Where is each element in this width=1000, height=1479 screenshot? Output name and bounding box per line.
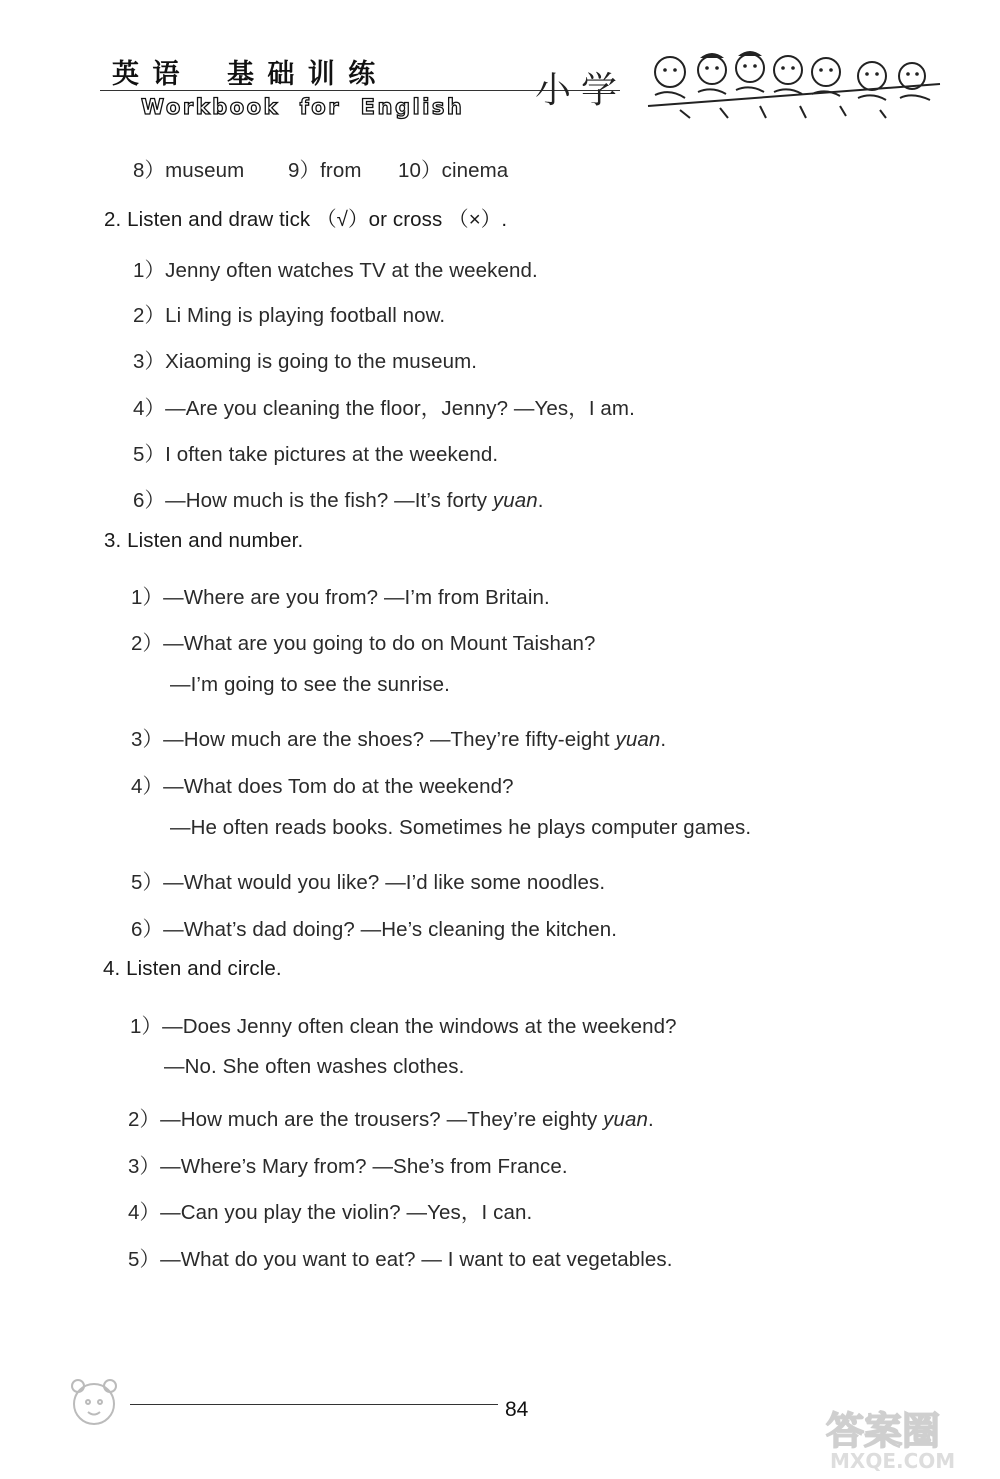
answer-item: 9）from bbox=[288, 159, 362, 182]
list-item: 5）I often take pictures at the weekend. bbox=[133, 443, 499, 466]
footer-rule bbox=[130, 1404, 498, 1405]
list-item: 2）—How much are the trousers? —They’re eighty yuan. bbox=[128, 1108, 654, 1131]
book-title-english: Workbook for English bbox=[141, 95, 465, 119]
list-item: 6）—What’s dad doing? —He’s cleaning the kitchen. bbox=[131, 918, 618, 941]
answer-item: 10）cinema bbox=[398, 159, 509, 182]
watermark-logo-icon bbox=[822, 1402, 992, 1472]
list-item: 6）—How much is the fish? —It’s forty yuan. bbox=[133, 489, 544, 512]
list-item: 1）—Does Jenny often clean the windows at the weekend? bbox=[130, 1015, 677, 1038]
list-item: 3）—Where’s Mary from? —She’s from France. bbox=[128, 1155, 568, 1178]
cartoon-bear-icon bbox=[62, 1372, 132, 1432]
list-item: 3）—How much are the shoes? —They’re fifty-eight yuan. bbox=[131, 728, 667, 751]
watermark-url: MXQE.COM bbox=[830, 1449, 956, 1472]
cartoon-kids-icon bbox=[640, 40, 950, 120]
list-item: 2）Li Ming is playing football now. bbox=[133, 304, 446, 327]
section-heading: 4. Listen and circle. bbox=[103, 957, 282, 980]
list-item: 5）—What do you want to eat? — I want to eat vegetables. bbox=[128, 1248, 673, 1271]
list-item: 4）—Can you play the violin? —Yes，I can. bbox=[128, 1201, 533, 1224]
list-item: 1）Jenny often watches TV at the weekend. bbox=[133, 259, 538, 282]
page-header bbox=[0, 0, 1000, 150]
section-heading: 3. Listen and number. bbox=[104, 529, 304, 552]
watermark-main: 答案圈 bbox=[826, 1409, 941, 1453]
list-item: —No. She often washes clothes. bbox=[164, 1055, 465, 1078]
answer-item: 8）museum bbox=[133, 159, 245, 182]
section-heading: 2. Listen and draw tick （√）or cross （×）. bbox=[104, 208, 508, 231]
book-title-chinese: 英 语 基 础 训 练 bbox=[112, 59, 378, 90]
list-item: 4）—Are you cleaning the floor，Jenny? —Yes，I am. bbox=[133, 397, 635, 420]
list-item: 4）—What does Tom do at the weekend? bbox=[131, 775, 514, 798]
list-item: —He often reads books. Sometimes he plays computer games. bbox=[170, 816, 752, 839]
list-item: —I’m going to see the sunrise. bbox=[170, 673, 450, 696]
list-item: 5）—What would you like? —I’d like some noodles. bbox=[131, 871, 606, 894]
list-item: 2）—What are you going to do on Mount Taishan? bbox=[131, 632, 596, 655]
book-level: 小学 bbox=[535, 70, 628, 111]
list-item: 3）Xiaoming is going to the museum. bbox=[133, 350, 478, 373]
page-number: 84 bbox=[505, 1398, 529, 1421]
list-item: 1）—Where are you from? —I’m from Britain. bbox=[131, 586, 550, 609]
